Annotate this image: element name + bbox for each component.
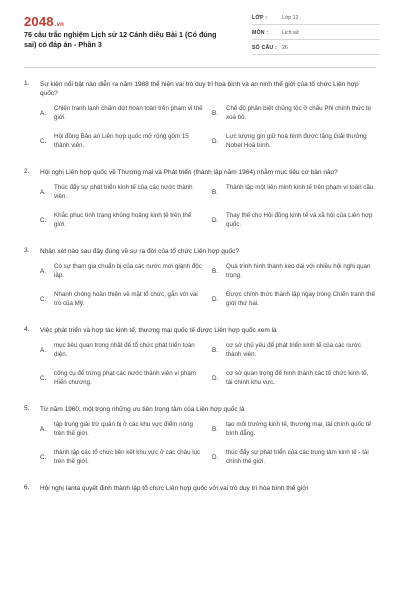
option-letter: B.: [212, 426, 218, 433]
option-c[interactable]: [40, 132, 204, 154]
option-letter: A.: [40, 268, 46, 275]
option-letter: B.: [212, 347, 218, 354]
option-d[interactable]: [212, 290, 376, 312]
meta-value: Lịch sử: [282, 30, 300, 36]
logo-suffix: .vn: [54, 22, 65, 28]
site-logo[interactable]: [24, 14, 64, 29]
option-letter: A.: [40, 110, 46, 117]
option-text: Thay thế cho Hội đồng kinh tế và xã hội của Liên hợp quốc.: [226, 212, 373, 228]
option-text: Có sự tham gia chuẩn bị của các nước mới giành độc lập.: [54, 263, 202, 279]
option-text: thành lập các tổ chức liên kết khu vực ở các châu lục trên thế giới.: [54, 449, 201, 465]
option-d[interactable]: [212, 448, 376, 470]
question-text: Từ năm 1960, một trong những ưu tiên trọng tâm của Liên hợp quốc là: [40, 406, 245, 413]
option-b[interactable]: [212, 341, 376, 363]
question-2: [0, 168, 400, 233]
option-letter: C.: [40, 217, 47, 224]
question-number: 5.: [24, 405, 30, 412]
option-text: Thúc đẩy sự phát triển kinh tế của các nước thành viên.: [54, 184, 193, 200]
meta-value: 26: [282, 45, 288, 51]
option-letter: A.: [40, 189, 46, 196]
question-text: Hội nghị Liên hợp quốc về Thương mại và Phát triển (thành lập năm 1964) nhằm mục tiêu cơ bản nào?: [40, 169, 338, 176]
option-d[interactable]: [212, 369, 376, 391]
question-text: Hội nghị Ianta quyết định thành lập tổ chức Liên hợp quốc với vai trò duy trì hòa bình thế giới: [40, 485, 308, 492]
option-letter: D.: [212, 454, 219, 461]
option-letter: B.: [212, 268, 218, 275]
meta-row-subject: [252, 27, 380, 40]
option-letter: D.: [212, 375, 219, 382]
meta-key: MÔN :: [252, 30, 269, 36]
option-text: mục tiêu quan trọng nhất để tổ chức phát triển toàn diện.: [54, 342, 195, 358]
option-text: cơ sở quan trọng để hình thành các tổ chức kinh tế, tài chính khu vực.: [226, 370, 369, 386]
question-number: 3.: [24, 247, 30, 254]
option-b[interactable]: [212, 183, 376, 205]
question-text: Việc phát triển và hợp tác kinh tế, thương mại quốc tế được Liên hợp quốc xem là: [40, 327, 277, 334]
option-text: tạo môi trường kinh tế, thương mại, tài chính quốc tế bình đẳng.: [226, 421, 372, 437]
option-letter: C.: [40, 138, 47, 145]
option-text: Chế độ phân biệt chủng tộc ở châu Phi chính thức bị xoá bỏ.: [226, 105, 371, 121]
option-letter: C.: [40, 454, 47, 461]
question-number: 6.: [24, 484, 30, 491]
option-text: thúc đẩy sự phát triển của các trung tâm kinh tế - tài chính thế giới.: [226, 449, 369, 465]
option-c[interactable]: [40, 211, 204, 233]
question-text: Sự kiện nổi bật nào diễn ra năm 1988 thể hiện vai trò duy trì hoà bình và an ninh thế giới của tổ chức Liên hợp quốc?: [40, 81, 359, 97]
page-header: [0, 0, 400, 60]
option-letter: D.: [212, 296, 219, 303]
option-text: Chiến tranh lạnh chấm dứt hoàn toàn trên phạm vi thế giới.: [54, 105, 203, 121]
question-number: 2.: [24, 168, 30, 175]
option-text: tập trung giải trừ quân bị ở các khu vực điểm nóng trên thế giới.: [54, 421, 193, 437]
meta-value: Lớp 12: [282, 15, 299, 21]
meta-row-class: [252, 12, 380, 25]
header-divider: [24, 67, 376, 68]
option-a[interactable]: [40, 341, 204, 363]
option-letter: C.: [40, 375, 47, 382]
option-letter: D.: [212, 138, 219, 145]
option-text: Lực lượng gìn giữ hoà bình được tặng Giải thưởng Nobel Hoà bình.: [226, 133, 367, 149]
meta-row-count: [252, 42, 380, 55]
option-d[interactable]: [212, 132, 376, 154]
option-a[interactable]: [40, 420, 204, 442]
option-text: Nhanh chóng hoàn thiện về mặt tổ chức, gắn với vai trò của Mỹ.: [54, 291, 198, 307]
question-number: 4.: [24, 326, 30, 333]
option-c[interactable]: [40, 369, 204, 391]
option-b[interactable]: [212, 104, 376, 126]
option-d[interactable]: [212, 211, 376, 233]
option-letter: B.: [212, 189, 218, 196]
option-letter: B.: [212, 110, 218, 117]
page-title: 76 câu trắc nghiệm Lịch sử 12 Cánh diều Bài 1 (Có đúng sai) có đáp án - Phần 3: [24, 30, 217, 49]
option-a[interactable]: [40, 104, 204, 126]
question-list: [0, 80, 400, 493]
answer-options: [40, 341, 376, 391]
option-letter: C.: [40, 296, 47, 303]
answer-options: [40, 420, 376, 470]
option-c[interactable]: [40, 290, 204, 312]
option-b[interactable]: [212, 420, 376, 442]
option-a[interactable]: [40, 183, 204, 205]
meta-key: SỐ CÂU :: [252, 45, 277, 51]
option-c[interactable]: [40, 448, 204, 470]
answer-options: [40, 183, 376, 233]
option-text: Quá trình hình thành kéo dài với nhiều hội nghị quan trọng.: [226, 263, 371, 279]
question-1: [0, 80, 400, 154]
question-text: Nhận xét nào sau đây đúng về sự ra đời của tổ chức Liên hợp quốc?: [40, 248, 239, 255]
option-text: Khắc phục tình trạng khủng hoảng kinh tế trên thế giới.: [54, 212, 192, 228]
question-number: 1.: [24, 80, 30, 87]
option-text: công cụ để trừng phạt các nước thành viên vi phạm Hiến chương.: [54, 370, 197, 386]
meta-info: [252, 12, 380, 55]
meta-key: LỚP :: [252, 15, 268, 21]
answer-options: [40, 262, 376, 312]
option-letter: D.: [212, 217, 219, 224]
option-text: Được chính thức thành lập ngay trong Chiến tranh thế giới thứ hai.: [226, 291, 375, 307]
question-4: [0, 326, 400, 391]
question-6: [0, 484, 400, 493]
option-a[interactable]: [40, 262, 204, 284]
option-b[interactable]: [212, 262, 376, 284]
option-text: Hội đồng Bảo an Liên hợp quốc mở rộng gồm 15 thành viên.: [54, 133, 189, 149]
option-letter: A.: [40, 426, 46, 433]
option-text: cơ sở chủ yếu để phát triển kinh tế của các nước thành viên.: [226, 342, 361, 358]
option-text: Thành lập một liên minh kinh tế trên phạm vi toàn cầu.: [226, 184, 375, 191]
question-5: [0, 405, 400, 470]
answer-options: [40, 104, 376, 154]
option-letter: A.: [40, 347, 46, 354]
logo-text: 2048: [24, 14, 54, 29]
question-3: [0, 247, 400, 312]
